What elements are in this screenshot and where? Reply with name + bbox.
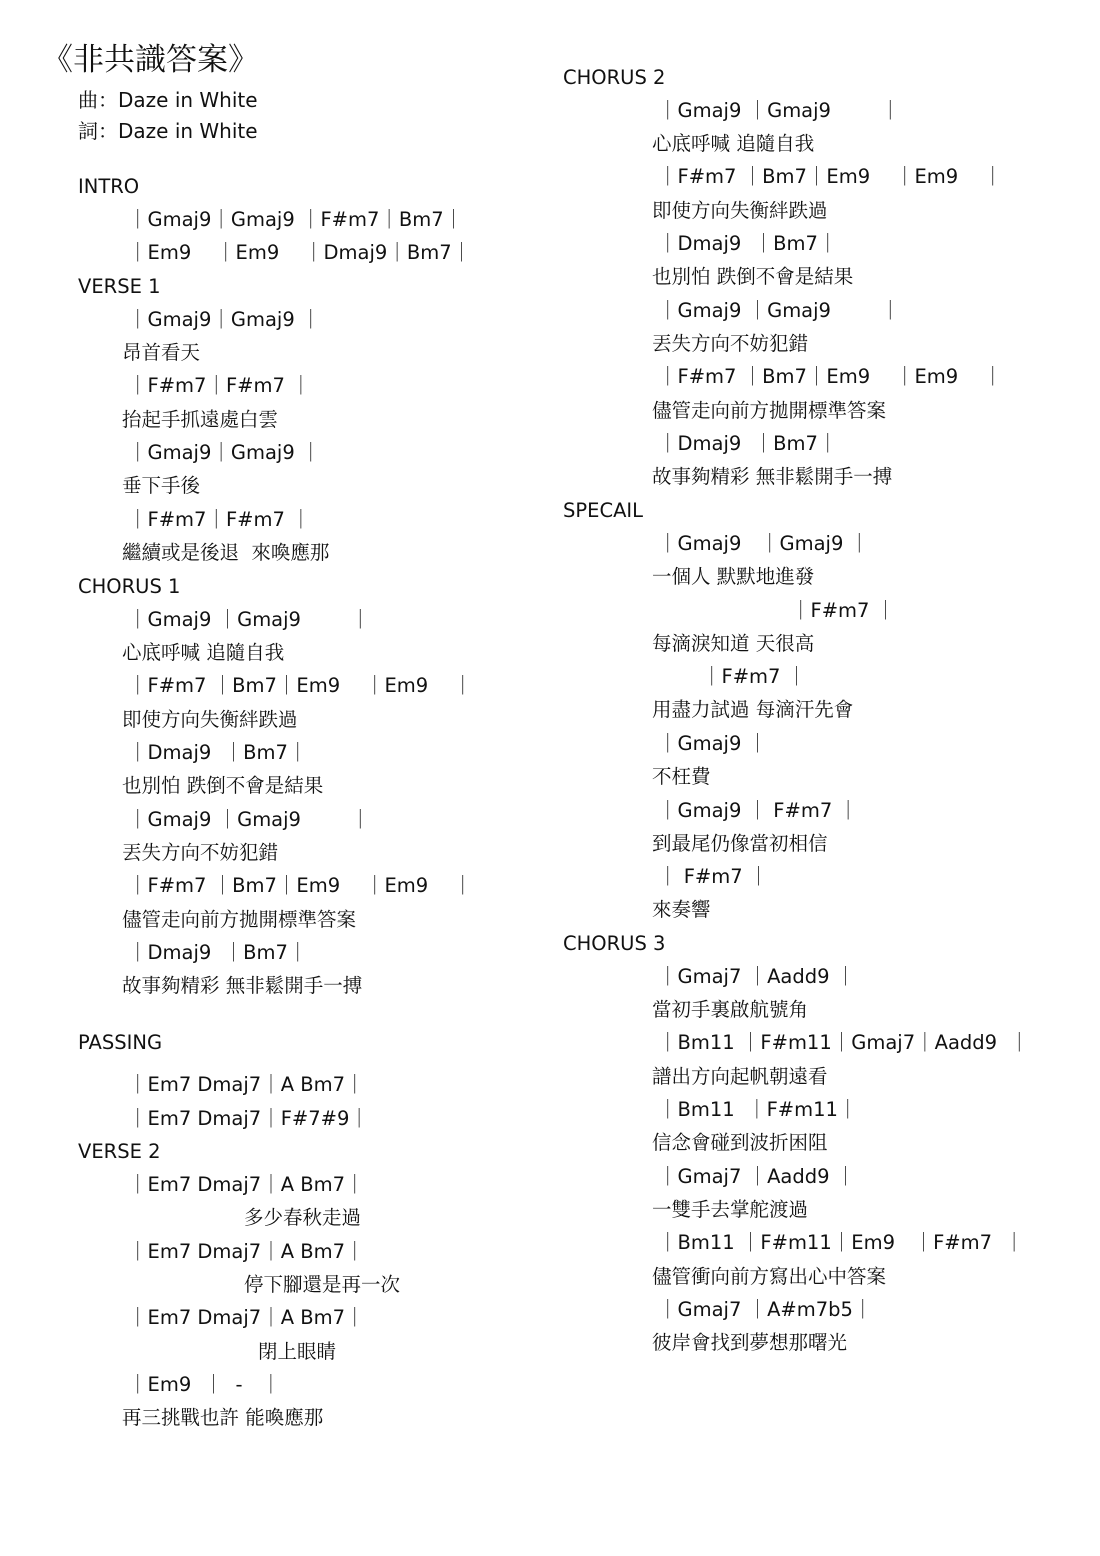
chord-line: ｜Gmaj9｜Gmaj9 ｜: [128, 308, 321, 331]
lyric-line: 昂首看天: [122, 341, 201, 364]
lyric-line: 譜出方向起帆朝遠看: [652, 1065, 828, 1088]
lyric-line: 到最尾仍像當初相信: [652, 832, 828, 855]
lyric-line: 一雙手去掌舵渡過: [652, 1198, 809, 1221]
lyric-line: 繼續或是後退 來喚應那: [122, 541, 330, 564]
lyric-line: 儘管走向前方拋開標準答案: [122, 908, 357, 931]
chord-line: ｜F#m7｜F#m7 ｜: [128, 374, 311, 397]
section-heading: CHORUS 3: [563, 932, 666, 955]
lyric-line: 心底呼喊 追隨自我: [652, 132, 815, 155]
lyric-line: 即使方向失衡絆跌過: [652, 199, 828, 222]
lyric-line: 也別怕 跌倒不會是結果: [122, 774, 324, 797]
chord-line: ｜F#m7 ｜Bm7｜Em9 ｜Em9 ｜: [128, 874, 473, 897]
chord-line: ｜Em9 ｜ - ｜: [128, 1373, 281, 1396]
chord-line: ｜Gmaj9｜Gmaj9 ｜F#m7｜Bm7｜: [128, 208, 464, 231]
chord-line: ｜Em7 Dmaj7｜A Bm7｜: [128, 1073, 365, 1096]
section-heading: VERSE 1: [78, 275, 161, 298]
chord-line: ｜Gmaj9 ｜Gmaj9 ｜: [128, 808, 371, 831]
lyric-line: 當初手裏啟航號角: [652, 998, 809, 1021]
lyric-line: 即使方向失衡絆跌過: [122, 708, 298, 731]
lyric-line: 用盡力試過 每滴汗先會: [652, 698, 854, 721]
chord-line: ｜Bm11 ｜F#m11｜Gmaj7｜Aadd9 ｜: [658, 1031, 1029, 1054]
song-title: 《非共識答案》: [42, 42, 259, 78]
chord-line: ｜F#m7｜F#m7 ｜: [128, 508, 311, 531]
chord-line: ｜Gmaj7 ｜Aadd9 ｜: [658, 1165, 856, 1188]
section-heading: SPECAIL: [563, 499, 644, 522]
lyric-line: 彼岸會找到夢想那曙光: [652, 1331, 848, 1354]
lyric-line: 丟失方向不妨犯錯: [122, 841, 279, 864]
lyric-line: 心底呼喊 追隨自我: [122, 641, 285, 664]
chord-line: ｜Em7 Dmaj7｜A Bm7｜: [128, 1306, 365, 1329]
chord-line: ｜ F#m7 ｜: [658, 865, 769, 888]
chord-line: ｜Em7 Dmaj7｜F#7#9｜: [128, 1107, 369, 1130]
chord-line: ｜Gmaj9｜Gmaj9 ｜: [128, 441, 321, 464]
lyric-line: 再三挑戰也許 能喚應那: [122, 1406, 324, 1429]
lyric-line: 抬起手抓遠處白雲: [122, 408, 279, 431]
chord-line: ｜F#m7 ｜Bm7｜Em9 ｜Em9 ｜: [658, 165, 1003, 188]
chord-line: ｜Gmaj9 ｜Gmaj9 ｜: [658, 99, 901, 122]
section-heading: INTRO: [78, 175, 140, 198]
lyric-line: 垂下手後: [122, 474, 201, 497]
chord-line: ｜Gmaj7 ｜A#m7b5｜: [658, 1298, 873, 1321]
section-heading: PASSING: [78, 1031, 163, 1054]
lyric-line: 信念會碰到波折困阻: [652, 1131, 828, 1154]
lyric-line: 停下腳還是再一次: [244, 1273, 401, 1296]
lyric-line: 也別怕 跌倒不會是結果: [652, 265, 854, 288]
lyric-line: 儘管衝向前方寫出心中答案: [652, 1265, 887, 1288]
lyric-line: 不枉費: [652, 765, 711, 788]
chord-line: ｜Gmaj9 ｜ F#m7 ｜: [658, 799, 858, 822]
chord-line: ｜Dmaj9 ｜Bm7｜: [658, 432, 838, 455]
chord-line: ｜Bm11 ｜F#m11｜Em9 ｜F#m7 ｜: [658, 1231, 1024, 1254]
lyric-line: 故事夠精彩 無非鬆開手一搏: [122, 974, 363, 997]
chord-line: ｜Em9 ｜Em9 ｜Dmaj9｜Bm7｜: [128, 241, 472, 264]
chord-line: ｜Dmaj9 ｜Bm7｜: [658, 232, 838, 255]
section-heading: CHORUS 2: [563, 66, 666, 89]
lyric-line: 來奏響: [652, 898, 711, 921]
chord-line: ｜Dmaj9 ｜Bm7｜: [128, 741, 308, 764]
lyric-line: 丟失方向不妨犯錯: [652, 332, 809, 355]
chord-line: ｜Bm11 ｜F#m11｜: [658, 1098, 858, 1121]
lyric-line: 閉上眼睛: [258, 1340, 337, 1363]
chord-line: ｜F#m7 ｜Bm7｜Em9 ｜Em9 ｜: [658, 365, 1003, 388]
lyrics-credit: 詞：Daze in White: [78, 119, 258, 143]
chord-line: ｜Gmaj9 ｜: [658, 732, 768, 755]
chord-line: ｜F#m7 ｜Bm7｜Em9 ｜Em9 ｜: [128, 674, 473, 697]
chord-line: ｜Gmaj9 ｜Gmaj9 ｜: [658, 299, 901, 322]
chord-line: ｜Em7 Dmaj7｜A Bm7｜: [128, 1240, 365, 1263]
chord-line: ｜F#m7 ｜: [791, 599, 896, 622]
chord-line: ｜F#m7 ｜: [702, 665, 807, 688]
music-credit: 曲：Daze in White: [78, 88, 258, 112]
lyric-line: 儘管走向前方拋開標準答案: [652, 399, 887, 422]
chord-line: ｜Gmaj7 ｜Aadd9 ｜: [658, 965, 856, 988]
chord-line: ｜Gmaj9 ｜Gmaj9 ｜: [128, 608, 371, 631]
lyric-line: 每滴淚知道 天很高: [652, 632, 815, 655]
chord-line: ｜Gmaj9 ｜Gmaj9 ｜: [658, 532, 870, 555]
lyric-line: 故事夠精彩 無非鬆開手一搏: [652, 465, 893, 488]
lyric-line: 多少春秋走過: [244, 1206, 362, 1229]
chord-line: ｜Em7 Dmaj7｜A Bm7｜: [128, 1173, 365, 1196]
chord-line: ｜Dmaj9 ｜Bm7｜: [128, 941, 308, 964]
section-heading: CHORUS 1: [78, 575, 181, 598]
section-heading: VERSE 2: [78, 1140, 161, 1163]
lyric-line: 一個人 默默地進發: [652, 565, 815, 588]
